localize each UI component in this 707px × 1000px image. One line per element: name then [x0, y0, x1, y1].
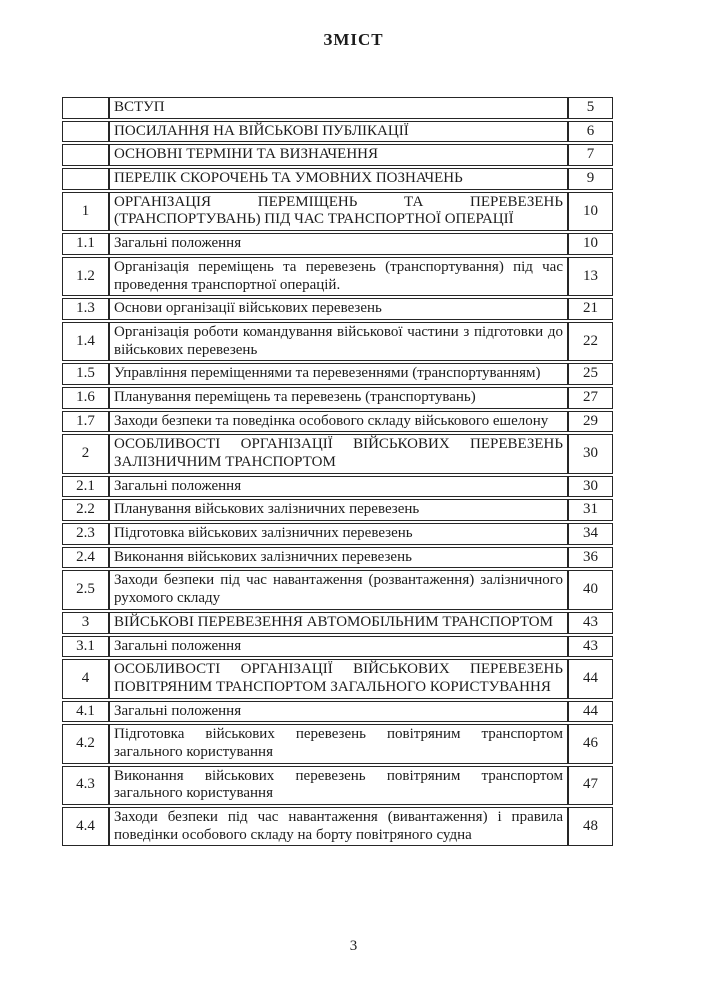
row-page-cell: 10: [568, 192, 613, 231]
row-title-cell: ОРГАНІЗАЦІЯ ПЕРЕМІЩЕНЬ ТА ПЕРЕВЕЗЕНЬ (ТРАНСПОРТУВАНЬ) ПІД ЧАС ТРАНСПОРТНОЇ ОПЕРАЦІЇ: [109, 192, 568, 231]
row-title-cell: ОСОБЛИВОСТІ ОРГАНІЗАЦІЇ ВІЙСЬКОВИХ ПЕРЕВЕЗЕНЬ ПОВІТРЯНИМ ТРАНСПОРТОМ ЗАГАЛЬНОГО КОРИСТУВАННЯ: [109, 659, 568, 698]
row-page-cell: 9: [568, 168, 613, 190]
row-number-cell: 4.4: [62, 807, 109, 846]
row-number-cell: 1.1: [62, 233, 109, 255]
row-number-cell: 2.5: [62, 570, 109, 609]
row-page-cell: 43: [568, 612, 613, 634]
row-title-cell: ПОСИЛАННЯ НА ВІЙСЬКОВІ ПУБЛІКАЦІЇ: [109, 121, 568, 143]
row-page-cell: 34: [568, 523, 613, 545]
table-row: [62, 570, 613, 609]
page-title: ЗМІСТ: [323, 30, 384, 49]
row-title-cell: Виконання військових залізничних перевезень: [109, 547, 568, 569]
row-page-cell: 27: [568, 387, 613, 409]
row-title-cell: Загальні положення: [109, 476, 568, 498]
row-title-cell: ОСНОВНІ ТЕРМІНИ ТА ВИЗНАЧЕННЯ: [109, 144, 568, 166]
row-number-cell: 3.1: [62, 636, 109, 658]
row-number-cell: 1.7: [62, 411, 109, 433]
row-title-cell: Організація переміщень та перевезень (транспортування) під час проведення транспортної операцій.: [109, 257, 568, 296]
row-number-cell: [62, 97, 109, 119]
table-row: [62, 499, 613, 521]
row-number-cell: [62, 144, 109, 166]
row-number-cell: 1.4: [62, 322, 109, 361]
row-title-cell: Загальні положення: [109, 636, 568, 658]
row-number-cell: 4.1: [62, 701, 109, 723]
row-title-cell: Загальні положення: [109, 233, 568, 255]
row-title-cell: ВСТУП: [109, 97, 568, 119]
table-row: [62, 766, 613, 805]
row-title-cell: Підготовка військових залізничних перевезень: [109, 523, 568, 545]
row-number-cell: [62, 168, 109, 190]
table-row: [62, 298, 613, 320]
row-page-cell: 47: [568, 766, 613, 805]
row-title-cell: Планування військових залізничних перевезень: [109, 499, 568, 521]
table-row: [62, 233, 613, 255]
row-page-cell: 25: [568, 363, 613, 385]
table-row: [62, 387, 613, 409]
row-number-cell: 2.3: [62, 523, 109, 545]
table-row: [62, 257, 613, 296]
row-page-cell: 10: [568, 233, 613, 255]
row-number-cell: 1.2: [62, 257, 109, 296]
row-page-cell: 13: [568, 257, 613, 296]
row-title-cell: Заходи безпеки та поведінка особового складу військового ешелону: [109, 411, 568, 433]
row-title-cell: Заходи безпеки під час навантаження (вивантаження) і правила поведінки особового складу на борту повітряного судна: [109, 807, 568, 846]
row-title-cell: Загальні положення: [109, 701, 568, 723]
row-page-cell: 48: [568, 807, 613, 846]
row-number-cell: 4: [62, 659, 109, 698]
table-row: [62, 476, 613, 498]
row-page-cell: 29: [568, 411, 613, 433]
table-row: [62, 659, 613, 698]
row-title-cell: Планування переміщень та перевезень (транспортувань): [109, 387, 568, 409]
row-page-cell: 30: [568, 476, 613, 498]
row-page-cell: 7: [568, 144, 613, 166]
page-footer-number: 3: [349, 938, 358, 954]
table-row: [62, 807, 613, 846]
table-row: [62, 724, 613, 763]
row-page-cell: 44: [568, 701, 613, 723]
row-number-cell: 2: [62, 434, 109, 473]
row-title-cell: Заходи безпеки під час навантаження (розвантаження) залізничного рухомого складу: [109, 570, 568, 609]
row-page-cell: 5: [568, 97, 613, 119]
row-number-cell: [62, 121, 109, 143]
table-row: [62, 612, 613, 634]
table-row: [62, 411, 613, 433]
row-page-cell: 44: [568, 659, 613, 698]
row-page-cell: 22: [568, 322, 613, 361]
table-row: [62, 144, 613, 166]
row-title-cell: Підготовка військових перевезень повітряним транспортом загального користування: [109, 724, 568, 763]
row-page-cell: 21: [568, 298, 613, 320]
row-number-cell: 4.2: [62, 724, 109, 763]
row-number-cell: 1.5: [62, 363, 109, 385]
table-row: [62, 363, 613, 385]
toc-table: [62, 95, 613, 848]
row-number-cell: 2.1: [62, 476, 109, 498]
row-number-cell: 1.3: [62, 298, 109, 320]
table-row: [62, 636, 613, 658]
row-title-cell: Виконання військових перевезень повітряним транспортом загального користування: [109, 766, 568, 805]
row-number-cell: 1.6: [62, 387, 109, 409]
table-row: [62, 547, 613, 569]
row-page-cell: 46: [568, 724, 613, 763]
table-row: [62, 192, 613, 231]
table-row: [62, 168, 613, 190]
row-title-cell: Основи організації військових перевезень: [109, 298, 568, 320]
row-title-cell: Управління переміщеннями та перевезеннями (транспортуванням): [109, 363, 568, 385]
row-title-cell: ОСОБЛИВОСТІ ОРГАНІЗАЦІЇ ВІЙСЬКОВИХ ПЕРЕВЕЗЕНЬ ЗАЛІЗНИЧНИМ ТРАНСПОРТОМ: [109, 434, 568, 473]
table-row: [62, 97, 613, 119]
row-title-cell: ПЕРЕЛІК СКОРОЧЕНЬ ТА УМОВНИХ ПОЗНАЧЕНЬ: [109, 168, 568, 190]
toc-table-body: [62, 97, 613, 846]
row-title-cell: Організація роботи командування військової частини з підготовки до військових перевезень: [109, 322, 568, 361]
row-number-cell: 1: [62, 192, 109, 231]
row-page-cell: 30: [568, 434, 613, 473]
row-page-cell: 36: [568, 547, 613, 569]
table-row: [62, 121, 613, 143]
table-row: [62, 523, 613, 545]
row-page-cell: 43: [568, 636, 613, 658]
table-row: [62, 434, 613, 473]
row-number-cell: 3: [62, 612, 109, 634]
row-page-cell: 40: [568, 570, 613, 609]
row-number-cell: 2.4: [62, 547, 109, 569]
row-number-cell: 4.3: [62, 766, 109, 805]
row-page-cell: 6: [568, 121, 613, 143]
row-title-cell: ВІЙСЬКОВІ ПЕРЕВЕЗЕННЯ АВТОМОБІЛЬНИМ ТРАНСПОРТОМ: [109, 612, 568, 634]
table-row: [62, 322, 613, 361]
table-row: [62, 701, 613, 723]
row-number-cell: 2.2: [62, 499, 109, 521]
row-page-cell: 31: [568, 499, 613, 521]
